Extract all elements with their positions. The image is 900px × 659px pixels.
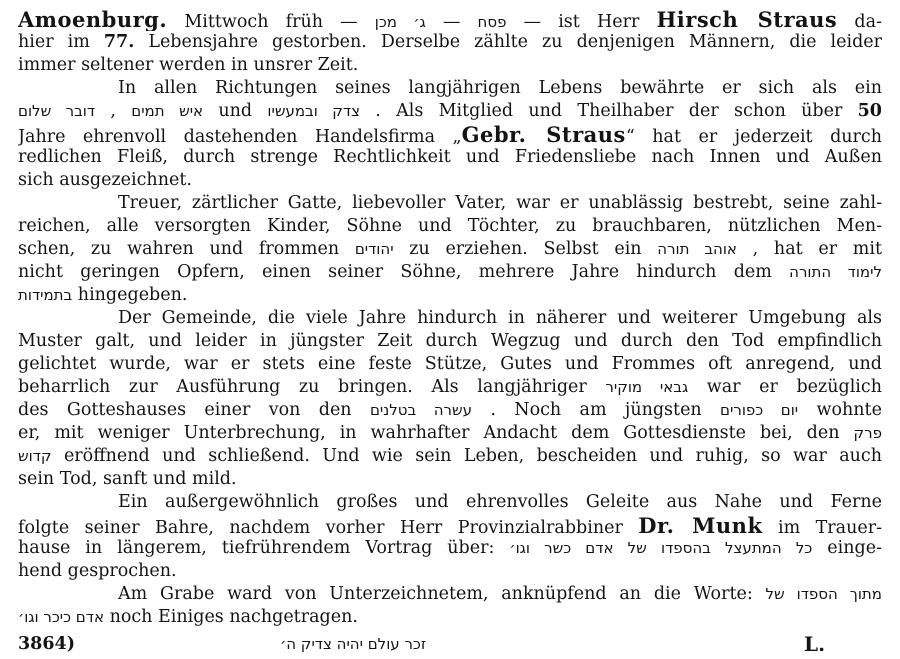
hebrew-text: אדם כיכר וגו׳ — [18, 608, 104, 626]
hebrew-text: קדוש — [18, 447, 52, 465]
line-7: redlichen Fleiß, durch strenge Rechtlichkeit und Friedensliebe nach Innen und Außen — [18, 147, 882, 167]
text-fragment: “ hat er jederzeit durch — [625, 127, 882, 146]
hebrew-text: צדק ובמעשיו — [267, 102, 361, 120]
hebrew-text: דובר שלום — [18, 102, 96, 120]
line-6 — [18, 123, 882, 146]
text-fragment: — — [442, 12, 461, 31]
text-fragment: zu erziehen. Selbst ein — [409, 239, 642, 259]
line-26 — [18, 583, 882, 606]
line-10: reichen, alle versorgten Kinder, Söhne und Töchter, zu brauchbaren, nützlichen Men- — [18, 216, 882, 236]
line-4: In allen Richtungen seines langjährigen Lebens bewährte er sich als ein — [118, 78, 882, 98]
hebrew-text: זכר עולם יהיה צדיק ה׳ — [280, 635, 427, 653]
hebrew-text: איש תמים — [131, 102, 204, 120]
line-2 — [18, 31, 882, 54]
firm-name: Gebr. Straus — [461, 123, 626, 146]
text-fragment: wohnte — [816, 400, 882, 420]
hebrew-text: כל המתעצל בהספדו של אדם כשר וגו׳ — [509, 539, 813, 557]
line-12 — [18, 261, 882, 284]
deceased-name: Hirsch Straus — [656, 8, 838, 31]
line-25: hend gesprochen. — [18, 561, 177, 581]
text-fragment: noch Einiges nachgetragen. — [109, 607, 358, 627]
text-fragment: — ist Herr — [523, 12, 640, 31]
hebrew-text: יום כפורים — [720, 401, 799, 419]
text-fragment: hier im — [18, 32, 90, 52]
text-fragment: schen, zu wahren und frommen — [18, 239, 340, 259]
line-5 — [18, 100, 882, 123]
text-fragment: , hat er mit — [752, 239, 882, 259]
signature: L. — [804, 632, 826, 656]
line-20 — [18, 445, 882, 468]
line-21: sein Tod, sanft und mild. — [18, 469, 237, 489]
text-fragment: Am Grabe ward von Unterzeichnetem, anknüpfend an die Worte: — [118, 584, 753, 604]
text-fragment: Lebensjahre gestorben. Derselbe zählte zu denjenigen Männern, die leider — [148, 32, 882, 52]
hebrew-text: ג׳ מכן — [374, 13, 426, 31]
text-fragment: , — [110, 101, 116, 121]
line-23 — [18, 514, 882, 537]
line-19 — [18, 422, 882, 445]
text-fragment: des Gotteshauses einer von den — [18, 400, 352, 420]
text-fragment: hause in längerem, tiefrührendem Vortrag über: — [18, 538, 495, 558]
text-fragment: nicht geringen Opfern, einen seiner Söhne, mehrere Jahre hindurch dem — [18, 262, 772, 282]
hebrew-text: אוהב תורה — [657, 240, 737, 258]
footer-row — [18, 629, 882, 659]
line-11 — [18, 238, 882, 261]
line-13 — [18, 284, 882, 307]
place-heading: Amoenburg. — [18, 8, 168, 31]
text-fragment: und — [218, 101, 253, 121]
line-3: immer seltener werden in unsrer Zeit. — [18, 55, 359, 75]
text-fragment: eröffnend und schließend. Und wie sein Leben, bescheiden und ruhig, so war auch — [63, 446, 882, 466]
text-fragment: er, mit weniger Unterbrechung, in wahrhafter Andacht dem Gottesdienste bei, den — [18, 423, 840, 443]
text-fragment: im Trauer- — [777, 518, 882, 537]
hebrew-text: בתמידות — [18, 286, 73, 304]
line-17 — [18, 376, 882, 399]
line-24 — [18, 537, 882, 560]
line-22: Ein außergewöhnlich großes und ehrenvolles Geleite aus Nahe und Ferne — [118, 492, 882, 512]
text-fragment: da- — [854, 12, 882, 31]
line-18 — [18, 399, 882, 422]
line-16: gelichtet wurde, war er stets eine feste Stütze, Gutes und Frommes oft anregend, und — [18, 354, 882, 374]
hebrew-text: פרק — [853, 424, 882, 442]
text-fragment: . Als Mitglied und Theilhaber der schon über — [375, 101, 843, 121]
hebrew-text: יהודים — [354, 240, 394, 258]
line-9: Treuer, zärtlicher Gatte, liebevoller Vater, war er unablässig bestrebt, seine zahl- — [118, 193, 882, 213]
line-15: Muster galt, und leider in jüngster Zeit durch Wegzug und durch den Tod empfindlich — [18, 331, 882, 351]
text-fragment: Mittwoch früh — — [184, 12, 358, 31]
text-fragment: folgte seiner Bahre, nachdem vorher Herr Provinzialrabbiner — [18, 518, 623, 537]
notice-number: 3864) — [18, 634, 75, 654]
text-fragment: war er bezüglich — [706, 377, 882, 397]
hebrew-text: עשרה בטלנים — [369, 401, 473, 419]
line-1 — [18, 8, 882, 31]
age-number: 77. — [103, 32, 135, 52]
hebrew-text: לימוד התורה — [789, 263, 882, 281]
years-number: 50 — [857, 101, 882, 121]
text-fragment: einge- — [827, 538, 882, 558]
hebrew-text: פסח — [477, 13, 507, 31]
hebrew-text: גבאי מוקיר — [605, 378, 689, 396]
line-14: Der Gemeinde, die viele Jahre hindurch in näherer und weiterer Umgebung als — [118, 308, 882, 328]
text-fragment: Jahre ehrenvoll dastehenden Handelsfirma „ — [18, 127, 462, 146]
hebrew-text: מתוך הספדו של — [765, 585, 882, 603]
line-8: sich ausgezeichnet. — [18, 170, 192, 190]
text-fragment: beharrlich zur Ausführung zu bringen. Als langjähriger — [18, 377, 587, 397]
rabbi-name: Dr. Munk — [638, 514, 763, 537]
line-27 — [18, 606, 882, 629]
text-fragment: hingegeben. — [77, 285, 188, 305]
text-fragment: . Noch am jüngsten — [490, 400, 702, 420]
